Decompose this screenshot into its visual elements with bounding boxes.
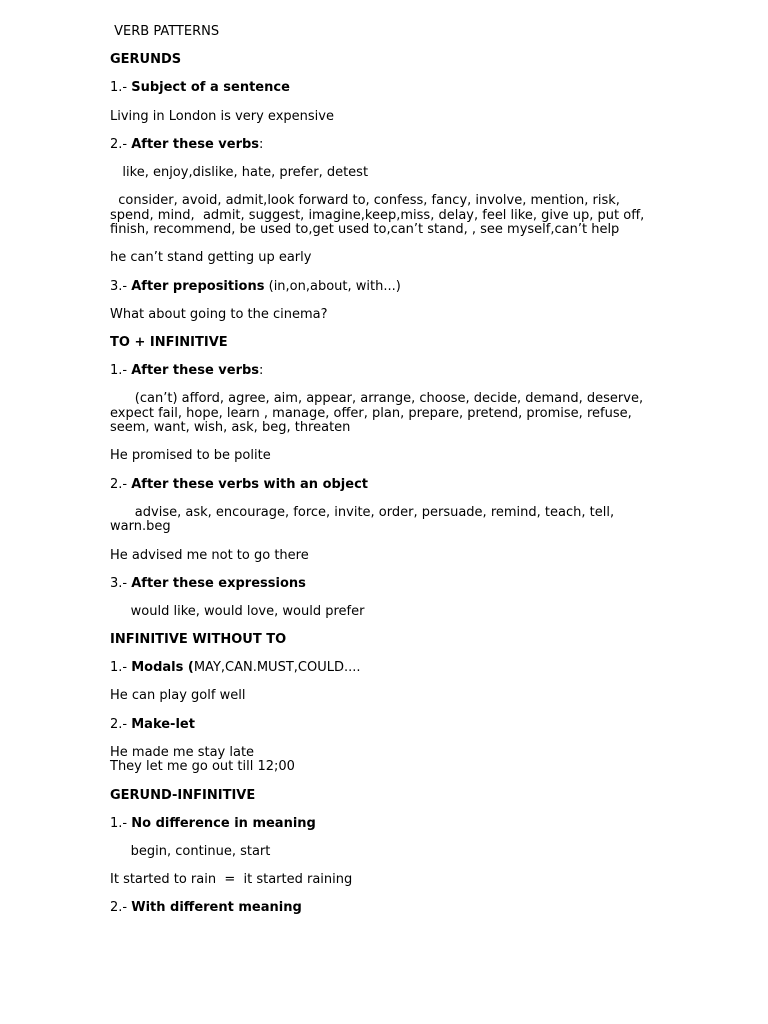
verb-list-line: (can’t) afford, agree, aim, appear, arrange, choose, decide, demand, deserve, [110,391,644,407]
example-text: It started to rain = it started raining [110,872,353,888]
point-number: 3.- [110,278,132,294]
point-title: Modals ( [131,660,194,676]
point-title: After these verbs [131,363,260,379]
point-number: 1.- [110,660,132,676]
point-heading [110,817,655,832]
point-heading [110,718,655,733]
point-number: 2.- [110,900,132,916]
document-title: VERB PATTERNS [110,24,220,39]
verb-list-line: consider, avoid, admit,look forward to, confess, fancy, involve, mention, risk, [110,193,620,209]
point-title: After these expressions [131,575,306,591]
point-number: 2.- [110,136,132,152]
point-heading [110,280,655,295]
point-number: 3.- [110,575,132,591]
point-heading [110,661,655,676]
section-heading: GERUNDS [110,52,182,68]
verb-list-line: expect fail, hope, learn , manage, offer, plan, prepare, pretend, promise, refuse, [110,405,632,421]
example-text: What about going to the cinema? [110,306,328,322]
verb-list [110,506,655,535]
point-detail: (in,on,about, with...) [264,278,401,294]
point-title: After prepositions [131,278,265,294]
point-heading [110,901,655,916]
example-sentence [110,689,655,704]
point-heading [110,577,655,592]
point-colon: : [259,136,264,152]
point-title: After these verbs with an object [131,476,369,492]
verb-list [110,605,655,620]
verb-list [110,194,655,238]
point-number: 2.- [110,716,132,732]
section-heading-infinitive-without-to [110,633,655,648]
verb-list [110,392,655,436]
example-sentence [110,251,655,266]
section-heading: GERUND-INFINITIVE [110,787,256,803]
section-heading-to-infinitive [110,336,655,351]
point-number: 1.- [110,363,132,379]
example-text: he can’t stand getting up early [110,250,312,266]
point-title: After these verbs [131,136,260,152]
verb-list [110,166,655,181]
point-detail: MAY,CAN.MUST,COULD.... [193,660,361,676]
verb-list-line: finish, recommend, be used to,get used to,can’t stand, , see myself,can’t help [110,222,620,238]
example-text: He promised to be polite [110,448,271,464]
verb-list-line: spend, mind, admit, suggest, imagine,keep,miss, delay, feel like, give up, put off, [110,207,645,223]
point-heading [110,364,655,379]
example-text: They let me go out till 12;00 [110,759,295,775]
verb-list-line: seem, want, wish, ask, beg, threaten [110,420,351,436]
document-page [110,25,655,929]
example-sentence [110,873,655,888]
section-heading-gerunds [110,53,655,68]
point-number: 1.- [110,815,132,831]
section-heading-gerund-infinitive [110,789,655,804]
point-colon: : [259,363,264,379]
example-sentence [110,110,655,125]
example-text: He advised me not to go there [110,547,309,563]
verb-list-line: warn.beg [110,519,171,535]
point-title: Subject of a sentence [131,80,290,96]
example-text: Living in London is very expensive [110,108,334,124]
verb-list-line: like, enjoy,dislike, hate, prefer, detest [110,164,369,180]
example-text: He made me stay late [110,744,255,760]
point-heading [110,81,655,96]
example-sentence [110,308,655,323]
verb-list-line: begin, continue, start [110,843,271,859]
point-title: No difference in meaning [131,815,316,831]
example-sentence [110,549,655,564]
verb-list-line: would like, would love, would prefer [110,603,365,619]
point-title: With different meaning [131,900,302,916]
verb-list [110,845,655,860]
section-heading: INFINITIVE WITHOUT TO [110,632,287,648]
point-number: 2.- [110,476,132,492]
point-number: 1.- [110,80,132,96]
point-heading [110,138,655,153]
document-title-block [110,25,655,40]
example-text: He can play golf well [110,688,246,704]
point-heading [110,478,655,493]
example-sentence [110,746,655,775]
example-sentence [110,449,655,464]
point-title: Make-let [131,716,195,732]
verb-list-line: advise, ask, encourage, force, invite, order, persuade, remind, teach, tell, [110,504,615,520]
section-heading: TO + INFINITIVE [110,334,228,350]
